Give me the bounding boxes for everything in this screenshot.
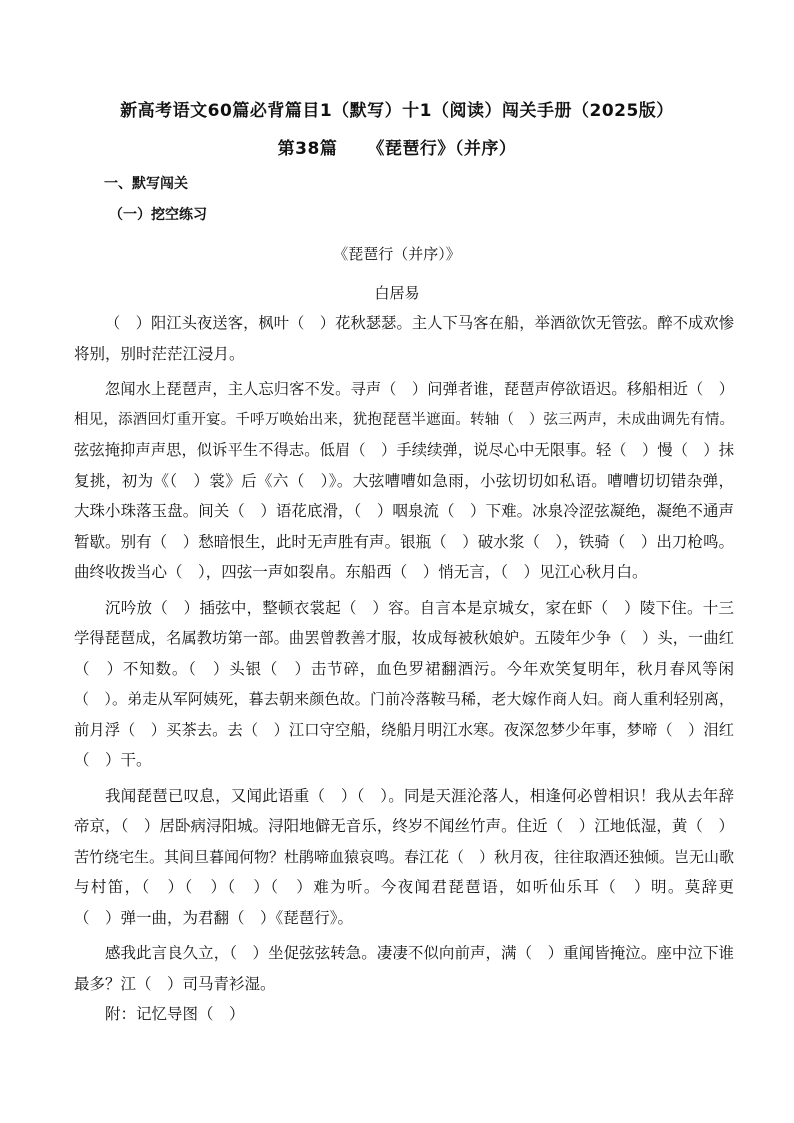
document-title: 新高考语文60篇必背篇目1（默写）十1（阅读）闯关手册（2025版） [120,101,674,121]
subsection-heading: （一）挖空练习 [109,207,207,223]
poem-line: 学得琵琶成，名属教坊第一部。曲罢曾教善才服，妆成每被秋娘妒。五陵年少争（ ）头，一曲红 [74,629,734,647]
poem-line: 复挑，初为《（ ）裳》后《六（ ）》。大弦嘈嘈如急雨，小弦切切如私语。嘈嘈切切错杂弹， [74,471,734,490]
poem-line: 相见，添酒回灯重开宴。千呼万唤始出来，犹抱琵琶半遮面。转轴（ ）弦三两声，未成曲调先有情。 [74,411,734,428]
chapter-number: 第38篇 [277,139,338,159]
poem-line: 沉吟放（ ）插弦中，整顿衣裳起（ ）容。自言本是京城女，家在虾（ ）陵下住。十三 [105,598,734,617]
poem-line: 与村笛，（ ）（ ）（ ）（ ）难为听。今夜闻君琵琶语，如听仙乐耳（ ）明。莫辞更 [74,878,734,896]
poem-line: 最多？江（ ）司马青衫湿。 [74,974,276,993]
poem-line: 帝京，（ ）居卧病浔阳城。浔阳地僻无音乐，终岁不闻丝竹声。住近（ ）江地低湿，黄（ ） [74,817,734,835]
poem-line: 感我此言良久立，（ ）坐促弦弦转急。凄凄不似向前声，满（ ）重闻皆掩泣。座中泣下谁 [105,944,734,962]
poem-line: 弦弦掩抑声声思，似诉平生不得志。低眉（ ）手续续弹，说尽心中无限事。轻（ ）慢（ ）抹 [74,441,734,459]
poem-line: 曲终收拨当心（ ），四弦一声如裂帛。东船西（ ）悄无言，（ ）见江心秋月白。 [74,563,648,581]
poem-line: （ ）阳江头夜送客，枫叶（ ）花秋瑟瑟。主人下马客在船，举酒欲饮无管弦。醉不成欢惨 [105,314,734,332]
poem-line: 我闻琵琶已叹息，又闻此语重（ ）（ ）。同是天涯沦落人，相逢何必曾相识！我从去年辞 [105,786,734,805]
poem-line: 前月浮（ ）买茶去。去（ ）江口守空船，绕船月明江水寒。夜深忽梦少年事，梦啼（ ）泪红 [74,720,734,739]
poem-line: 忽闻水上琵琶声，主人忘归客不发。寻声（ ）问弹者谁，琵琶声停欲语迟。移船相近（ ） [105,380,734,398]
poem-line: 苦竹绕宅生。其间旦暮闻何物？杜鹃啼血猿哀鸣。春江花（ ）秋月夜，往往取酒还独倾。岂无山歌 [74,847,735,866]
poem-line: （ ）干。 [74,751,152,769]
poem-line: 将别，别时茫茫江浸月。 [74,344,245,363]
poem-title: 《琵琶行（并序）》 [333,245,461,263]
poem-body [74,308,734,1030]
poem-line: （ ）弹一曲，为君翻（ ）《琵琶行》。 [74,908,354,927]
chapter-heading [0,134,794,159]
memory-map-note: 附：记忆导图（ ） [105,1005,245,1023]
poem-line: （ ）不知数。（ ）头银（ ）击节碎，血色罗裙翻酒污。今年欢笑复明年，秋月春风等闲 [74,659,734,678]
chapter-title: 《琵琶行》（并序） [367,139,517,159]
poem-line: 暂歇。别有（ ）愁暗恨生，此时无声胜有声。银瓶（ ）破水浆（ ），铁骑（ ）出刀枪鸣。 [74,532,734,551]
poem-author: 白居易 [374,284,420,302]
section-heading: 一、默写闯关 [104,176,188,192]
poem-line: （ ）。弟走从军阿姨死，暮去朝来颜色故。门前冷落鞍马稀，老大嫁作商人妇。商人重利轻别离， [74,690,734,708]
poem-line: 大珠小珠落玉盘。间关（ ）语花底滑，（ ）咽泉流（ ）下难。冰泉冷涩弦凝绝，凝绝不通声 [74,502,734,520]
